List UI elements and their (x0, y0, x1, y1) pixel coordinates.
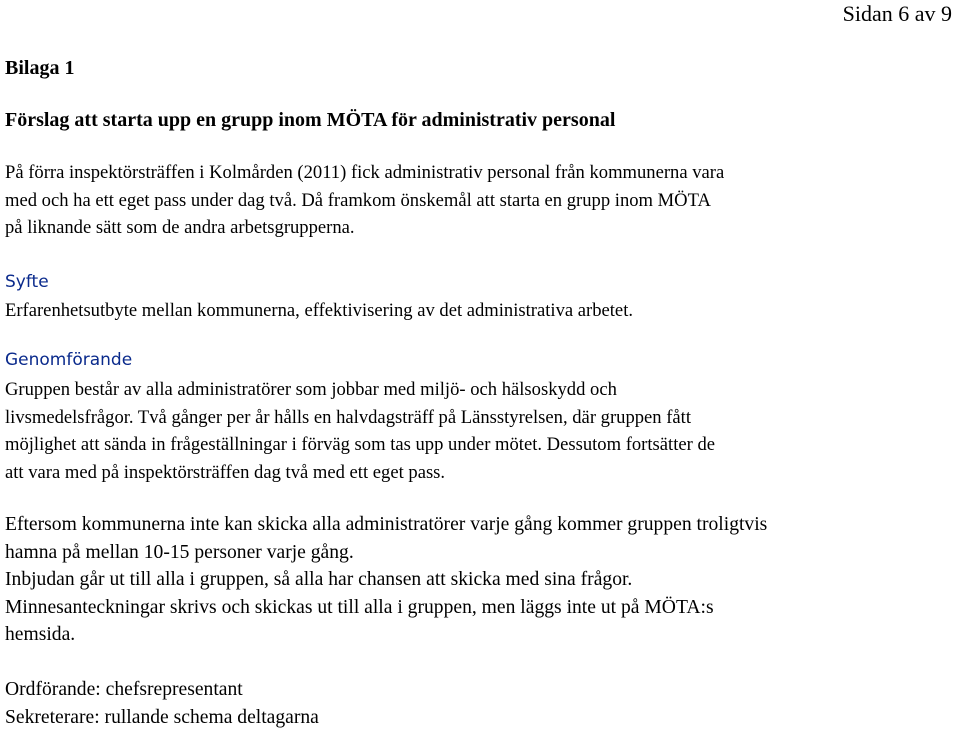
implementation-line: möjlighet att sända in frågeställningar i förväg som tas upp under mötet. Dessutom fortsätter de (5, 431, 715, 459)
page-number: Sidan 6 av 9 (843, 1, 952, 27)
intro-line: på liknande sätt som de andra arbetsgrupperna. (5, 214, 724, 242)
details-line: Minnesanteckningar skrivs och skickas ut till alla i gruppen, men läggs inte ut på MÖTA:s (5, 594, 767, 622)
details-line: Eftersom kommunerna inte kan skicka alla administratörer varje gång kommer gruppen troligtvis (5, 511, 767, 539)
details-line: Inbjudan går ut till alla i gruppen, så alla har chansen att skicka med sina frågor. (5, 566, 767, 594)
details-line: hamna på mellan 10-15 personer varje gång. (5, 539, 767, 567)
implementation-paragraph (5, 376, 715, 486)
implementation-line: att vara med på inspektörsträffen dag två med ett eget pass. (5, 459, 715, 487)
roles-block (5, 676, 319, 731)
implementation-line: Gruppen består av alla administratörer som jobbar med miljö- och hälsoskydd och (5, 376, 715, 404)
appendix-title: Bilaga 1 (5, 56, 74, 80)
details-paragraph (5, 511, 767, 649)
implementation-heading: Genomförande (5, 348, 132, 372)
details-line: hemsida. (5, 621, 767, 649)
purpose-text: Erfarenhetsutbyte mellan kommunerna, effektivisering av det administrativa arbetet. (5, 297, 633, 325)
purpose-heading: Syfte (5, 270, 49, 294)
intro-paragraph (5, 159, 724, 242)
chair-line: Ordförande: chefsrepresentant (5, 676, 319, 704)
proposal-title: Förslag att starta upp en grupp inom MÖTA för administrativ personal (5, 108, 615, 132)
secretary-line: Sekreterare: rullande schema deltagarna (5, 704, 319, 731)
intro-line: med och ha ett eget pass under dag två. Då framkom önskemål att starta en grupp inom MÖTA (5, 187, 724, 215)
intro-line: På förra inspektörsträffen i Kolmården (2011) fick administrativ personal från kommunerna vara (5, 159, 724, 187)
implementation-line: livsmedelsfrågor. Två gånger per år hålls en halvdagsträff på Länsstyrelsen, där gruppen fått (5, 404, 715, 432)
